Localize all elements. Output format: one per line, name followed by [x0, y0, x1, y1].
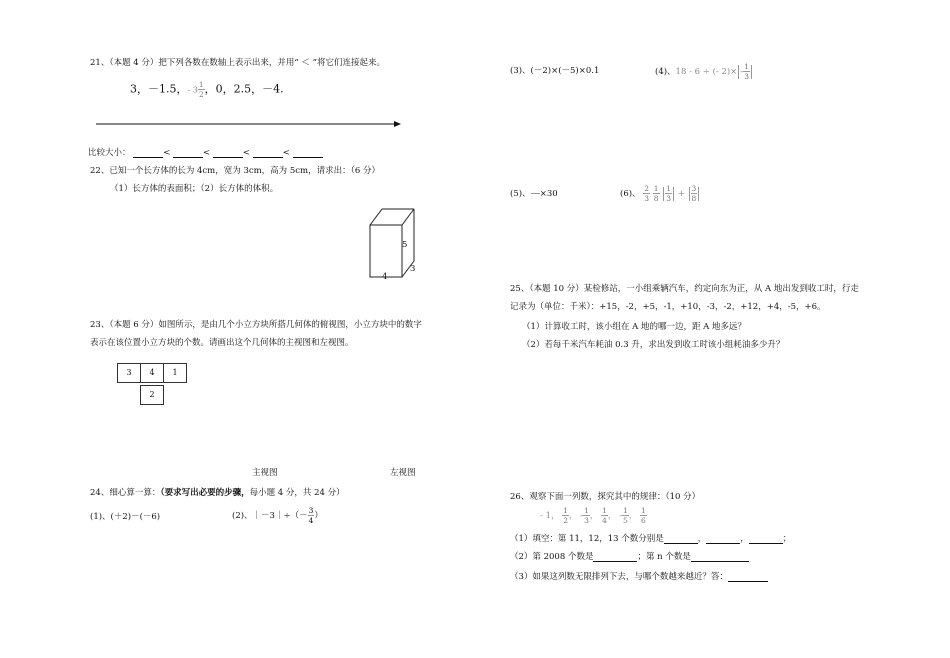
q25-line1: 25、（本题 10 分）某检修站，一小组乘辆汽车，约定向东为正，从 A 地出发到收工时，行走 [510, 284, 859, 294]
cuboid-height-label: 5 [402, 240, 408, 250]
main-view-label: 主视图 [252, 468, 278, 478]
less-than-2: < [203, 148, 211, 158]
q21-numbers-part1: 3，－1.5， [130, 82, 188, 96]
q24-problem-3: (3)、(－2)×(－5)×0.1 [510, 66, 600, 76]
p6-label: (6)、 [620, 189, 641, 199]
q24-problem-4 [655, 62, 753, 81]
q24-tail: 每小题 4 分，共 24 分） [249, 488, 345, 498]
cuboid-width-label: 3 [410, 264, 416, 274]
p4-label: (4)、 [655, 67, 676, 77]
q26-sequence: - 1， $\frac{1}{2}$ ， - $\frac{1}{3}$ ， $\frac{1}{4}$ ， - $\frac{1}{5}$ ， $\frac{1}{6}$ [540, 506, 646, 525]
q23-line1: 23、（本题 6 分）如图所示，是由几个小立方块所搭几何体的俯视图，小立方块中的数字 [90, 320, 422, 330]
q21-neg-prefix: - 3 [187, 85, 198, 95]
seq-fraction: $\frac{1}{5}$ [622, 506, 628, 525]
q21-title: 21、（本题 4 分）把下列各数在数轴上表示出来，并用“ ＜ ”将它们连接起来。 [90, 58, 385, 68]
answer-blank[interactable] [593, 561, 637, 562]
q21-numbers [130, 80, 284, 99]
less-than-3: < [242, 148, 250, 158]
compare-blank-1[interactable] [133, 157, 163, 158]
p5-tail: ×30 [539, 189, 558, 199]
grid-cell: 2 [140, 385, 164, 405]
seq-fraction: $\frac{1}{2}$ [563, 506, 568, 525]
compare-blank-4[interactable] [253, 157, 283, 158]
cuboid-figure [360, 205, 430, 287]
p2-fraction: $\frac{3}{4}$ [308, 506, 314, 525]
q25-sub1: （1）计算收工时，该小组在 A 地的哪一边，距 A 地多远？ [522, 322, 746, 332]
p6-frac-a: $\frac{2}{3}$ [644, 184, 650, 203]
p2-label: (2)、 [232, 511, 253, 521]
q26-sub2 [510, 550, 749, 562]
p6-frac-d: $\frac{3}{8}$ [691, 184, 697, 203]
compare-blank-3[interactable] [213, 157, 243, 158]
p2-close: ） [314, 511, 323, 521]
cuboid-length-label: 4 [382, 272, 388, 282]
compare-label: 比较大小： [88, 148, 131, 158]
q21-compare-row [88, 146, 323, 158]
answer-blank[interactable] [749, 543, 783, 544]
p2-abs: ｜－3｜÷（－ [252, 511, 308, 521]
less-than-1: < [163, 148, 171, 158]
q24-problem-5 [510, 184, 558, 203]
q26-sub1: （1）填空：第 11，12，13 个数分别是 ， ， ； [510, 534, 792, 544]
q24-lead: 24、细心算一算： [90, 488, 161, 498]
q24-problem-2 [232, 506, 323, 525]
q26-sub3-text: （3）如果这列数无限排列下去，与哪个数越来越近？答： [510, 572, 728, 582]
grid-cell: 3 [117, 363, 141, 383]
compare-blank-5[interactable] [293, 157, 323, 158]
p4-expr: 18 - 6 ÷ (- 2)× [675, 67, 738, 77]
p5-fraction [531, 184, 540, 203]
grid-cell: 4 [140, 363, 164, 383]
q26-sub2b-text: ；第 n 个数是 [637, 552, 691, 562]
q25-sub2: （2）若每千米汽车耗油 0.3 升，求出发到收工时该小组耗油多少升？ [522, 340, 785, 350]
answer-blank[interactable] [728, 581, 768, 582]
q24-problem-1: (1)、(＋2)－(－6) [90, 512, 161, 522]
p6-frac-b: $\frac{1}{8}$ [653, 184, 659, 203]
number-line[interactable] [96, 118, 402, 130]
q26-sub3 [510, 570, 768, 582]
left-view-label: 左视图 [390, 468, 416, 478]
less-than-4: < [282, 148, 290, 158]
q24-problem-6: (6)、 $\frac{2}{3}$ $\frac{1}{8}$ $\frac{1}{3}$ + $\frac{3}{8}$ [620, 184, 700, 203]
p4-neg: - [740, 67, 744, 77]
seq-fraction: $\frac{1}{4}$ [602, 506, 607, 525]
q24-bold: （要求写出必要的步骤， [160, 488, 250, 498]
q26-title: 26、观察下面一列数，探究其中的规律：（10 分） [510, 492, 701, 502]
q21-fraction: $\frac{1}{2}$ [198, 80, 204, 99]
answer-blank[interactable] [691, 561, 749, 562]
q26-sub2a-text: （2）第 2008 个数是 [510, 552, 594, 562]
answer-blank[interactable] [706, 543, 740, 544]
answer-blank[interactable] [664, 543, 698, 544]
q22-title: 22、已知一个长方体的长为 4cm，宽为 3cm，高为 5cm，请求出：（6 分） [90, 166, 380, 176]
p6-frac-c: $\frac{1}{3}$ [666, 184, 671, 203]
q21-numbers-part2: ，0，2.5，－4. [204, 82, 284, 96]
q26-sub1-text: （1）填空：第 11，12，13 个数分别是 [510, 534, 664, 544]
q23-line2: 表示在该位置小立方块的个数。请画出这个几何体的主视图和左视图。 [90, 338, 354, 348]
seq-fraction: $\frac{1}{6}$ [640, 506, 646, 525]
q22-sub: （1）长方体的表面积；（2）长方体的体积。 [110, 184, 279, 194]
seq-first: - 1， [540, 511, 560, 521]
grid-cell: 1 [163, 363, 187, 383]
p4-fraction: $\frac{1}{3}$ [744, 62, 749, 81]
seq-fraction: $\frac{1}{3}$ [584, 506, 589, 525]
q25-line2: 记录为（单位：千米）：+15，-2，+5，-1，+10，-3，-2，+12，+4，-5，+6。 [510, 302, 826, 312]
q24-title [90, 486, 345, 498]
compare-blank-2[interactable] [173, 157, 203, 158]
p5-label: (5)、 [510, 189, 531, 199]
